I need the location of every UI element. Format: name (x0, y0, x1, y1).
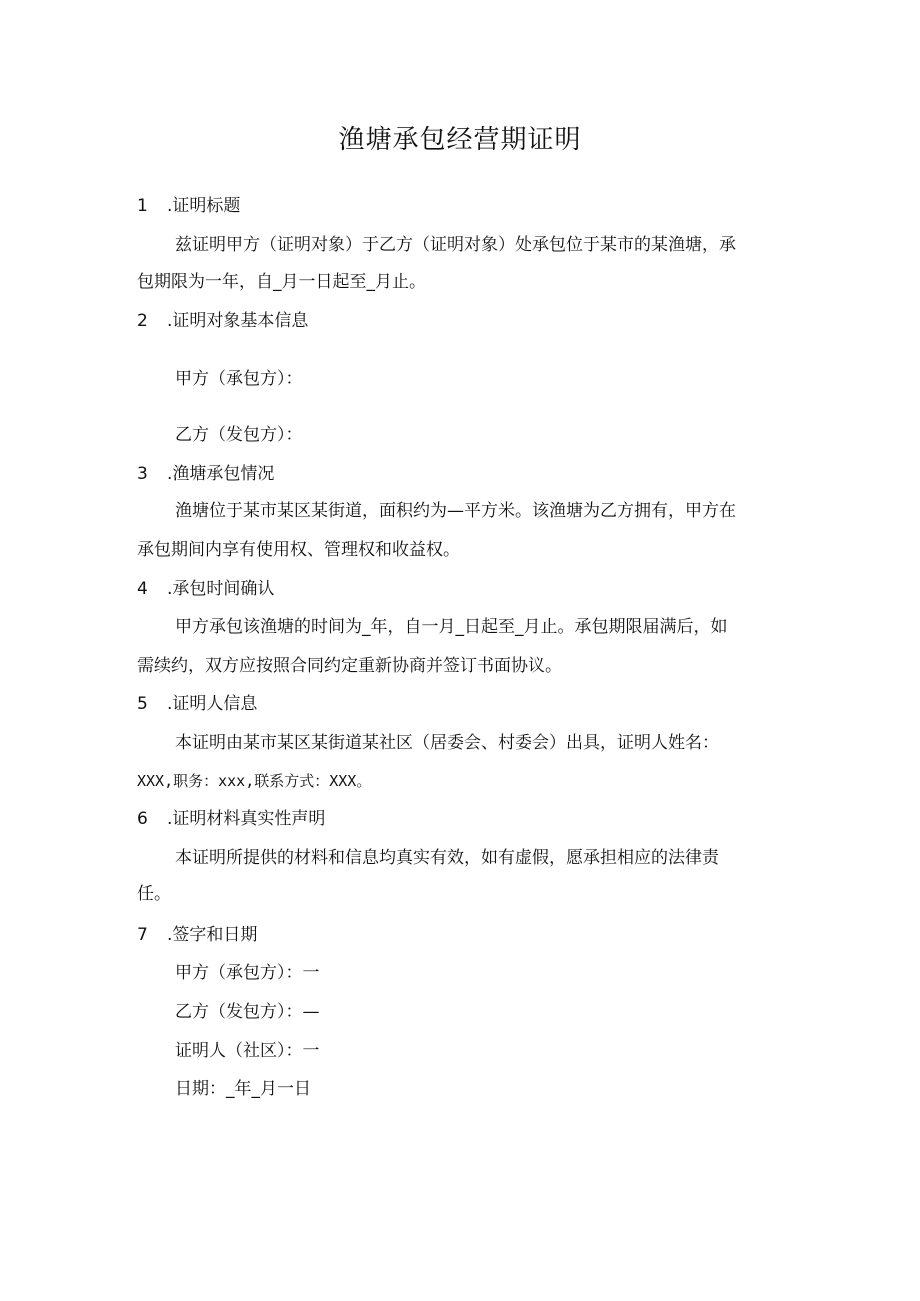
section-6-line-1: 本证明所提供的材料和信息均真实有效，如有虚假，愿承担相应的法律责 (175, 848, 719, 868)
section-title: .承包时间确认 (167, 579, 275, 599)
section-title: .证明材料真实性声明 (167, 809, 326, 829)
section-title: .证明对象基本信息 (167, 311, 309, 331)
section-number: 4 (137, 579, 148, 599)
section-number: 7 (137, 925, 148, 945)
contact-info: XXX,职务：xxx,联系方式：XXX。 (137, 772, 372, 790)
section-4-line-2: 需续约，双方应按照合同约定重新协商并签订书面协议。 (137, 656, 562, 676)
section-5-line-1: 本证明由某市某区某街道某社区（居委会、村委会）出具，证明人姓名： (175, 733, 719, 753)
section-2-heading (137, 309, 308, 333)
section-number: 6 (137, 809, 148, 829)
signature-party-a: 甲方（承包方）：一 (175, 963, 320, 983)
section-1-line-1: 兹证明甲方（证明对象）于乙方（证明对象）处承包位于某市的某渔塘，承 (175, 235, 736, 255)
section-3-line-2: 承包期间内享有使用权、管理权和收益权。 (137, 540, 460, 560)
section-7-heading (137, 923, 257, 947)
section-number: 2 (137, 311, 148, 331)
section-2-line-2: 乙方（发包方）： (175, 425, 303, 445)
section-title: .渔塘承包情况 (167, 464, 275, 484)
section-4-heading (137, 577, 274, 601)
signature-date: 日期：_年_月一日 (175, 1079, 311, 1099)
section-title: .签字和日期 (167, 925, 258, 945)
signature-witness: 证明人（社区）：一 (175, 1041, 320, 1061)
document-title: 渔塘承包经营期证明 (338, 125, 582, 155)
section-number: 1 (137, 196, 148, 216)
section-title: .证明标题 (167, 196, 241, 216)
section-2-line-1: 甲方（承包方）： (175, 369, 303, 389)
section-1-line-2: 包期限为一年，自_月一日起至_月止。 (137, 272, 426, 292)
section-number: 5 (137, 694, 148, 714)
section-3-heading (137, 462, 274, 486)
section-title: .证明人信息 (167, 694, 258, 714)
section-1-heading (137, 194, 240, 218)
section-number: 3 (137, 464, 148, 484)
section-6-heading (137, 807, 325, 831)
section-5-heading (137, 692, 257, 716)
section-3-line-1: 渔塘位于某市某区某街道，面积约为—平方米。该渔塘为乙方拥有，甲方在 (175, 501, 736, 521)
signature-party-b: 乙方（发包方）：— (175, 1002, 320, 1022)
section-6-line-2: 任。 (137, 884, 171, 904)
section-4-line-1: 甲方承包该渔塘的时间为_年，自一月_日起至_月止。承包期限届满后，如 (175, 617, 728, 637)
section-5-line-2 (137, 769, 371, 793)
